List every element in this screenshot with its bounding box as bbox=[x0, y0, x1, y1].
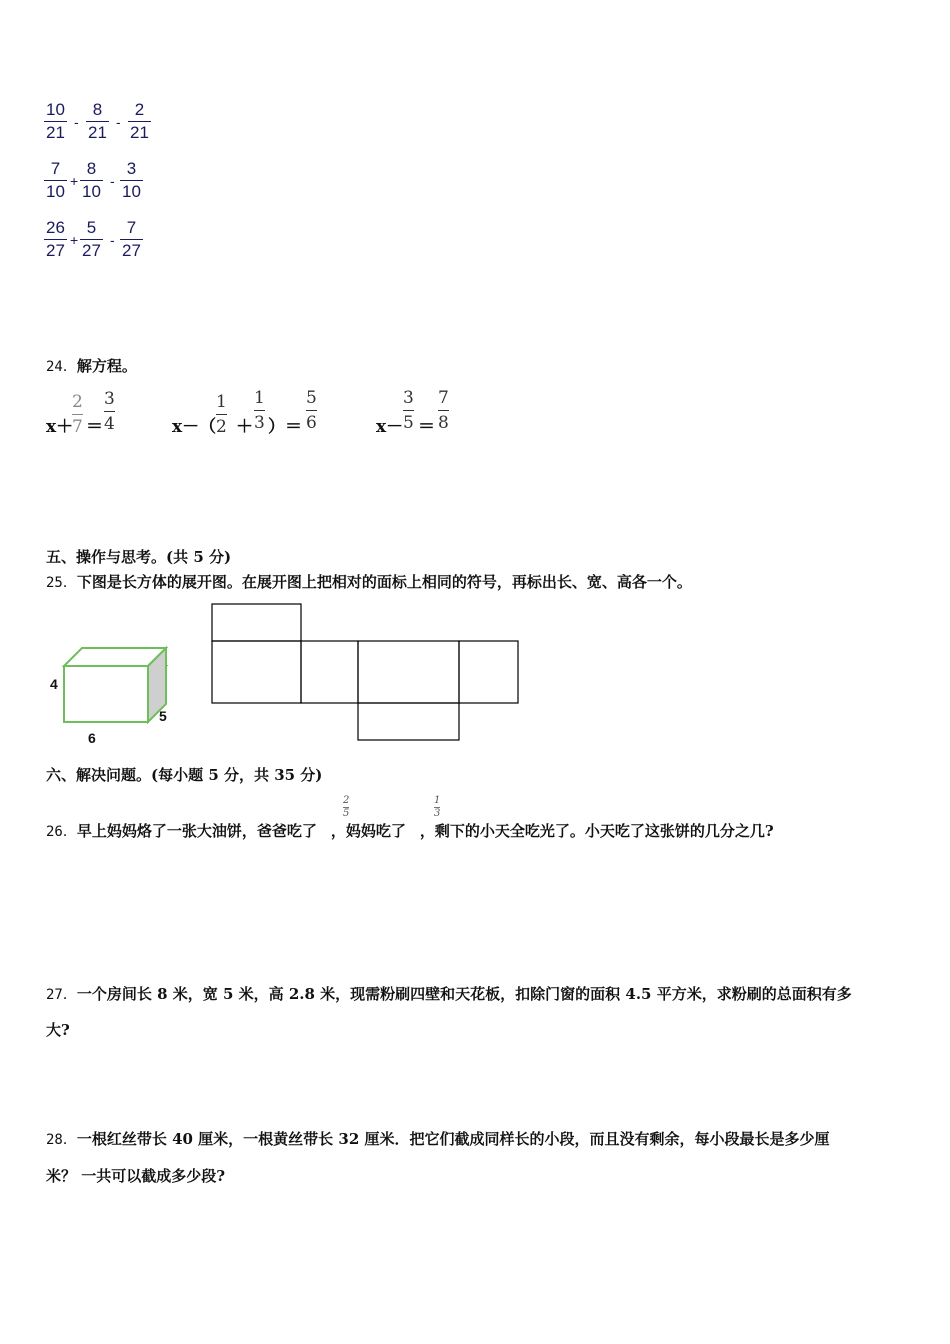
numerator: 3 bbox=[126, 159, 137, 178]
numerator: 2 bbox=[72, 392, 83, 412]
net-face-side-1 bbox=[301, 641, 358, 703]
net-face-side-2 bbox=[459, 641, 518, 703]
section-5-heading: 五、操作与思考。(共 5 分) bbox=[46, 548, 232, 566]
denominator: 6 bbox=[306, 413, 317, 433]
cuboid-length-label: 6 bbox=[88, 730, 96, 746]
fraction-bar bbox=[306, 410, 317, 411]
numerator: 3 bbox=[403, 388, 414, 408]
fraction bbox=[80, 160, 103, 201]
fraction-bar bbox=[438, 410, 449, 411]
fraction-bar bbox=[254, 410, 265, 411]
question-body: 下图是长方体的展开图。在展开图上把相对的面标上相同的符号，再标出长、宽、高各一个。 bbox=[76, 573, 692, 591]
fraction-bar bbox=[120, 180, 143, 181]
question-25-text bbox=[46, 571, 692, 592]
question-24-heading bbox=[46, 355, 137, 376]
fraction bbox=[86, 101, 109, 142]
question-title: 解方程。 bbox=[76, 357, 137, 375]
fraction-bar bbox=[44, 121, 67, 122]
denominator: 21 bbox=[88, 123, 107, 142]
denominator: 21 bbox=[130, 123, 149, 142]
numerator: 10 bbox=[46, 100, 65, 119]
denominator: 10 bbox=[122, 182, 141, 201]
fraction bbox=[120, 160, 143, 201]
fraction-bar bbox=[44, 239, 67, 240]
numerator: 7 bbox=[126, 218, 137, 237]
fraction bbox=[44, 160, 67, 201]
fraction bbox=[438, 389, 449, 432]
numerator: 7 bbox=[438, 388, 449, 408]
question-28-line2: 米？ 一共可以截成多少段? bbox=[46, 1167, 226, 1185]
numerator: 5 bbox=[86, 218, 97, 237]
net-face-top bbox=[212, 604, 301, 641]
equation-lhs: x＋ bbox=[46, 417, 74, 437]
cuboid-width-label: 5 bbox=[159, 708, 167, 724]
question-number: 24． bbox=[46, 359, 77, 375]
cuboid-height-label: 4 bbox=[50, 676, 58, 692]
operator: + bbox=[70, 173, 79, 189]
question-number: 26． bbox=[46, 824, 77, 840]
fraction-bar bbox=[80, 239, 103, 240]
fraction bbox=[254, 389, 265, 432]
net-face-center bbox=[358, 641, 459, 703]
denominator: 5 bbox=[403, 413, 414, 433]
question-body: 一根红丝带长 40 厘米，一根黄丝带长 32 厘米．把它们截成同样长的小段，而且没有剩余，每小段最长是多少厘 bbox=[76, 1130, 830, 1148]
close-paren-equals: ）＝ bbox=[268, 417, 302, 437]
numerator: 3 bbox=[104, 389, 115, 409]
fraction bbox=[128, 101, 151, 142]
fraction bbox=[80, 219, 103, 260]
fraction-bar bbox=[86, 121, 109, 122]
equation-lhs: x－ bbox=[376, 417, 404, 437]
numerator: 1 bbox=[434, 795, 441, 806]
question-28-line1 bbox=[46, 1128, 830, 1149]
denominator: 2 bbox=[216, 417, 227, 437]
section-6-heading: 六、解决问题。(每小题 5 分，共 35 分) bbox=[46, 766, 323, 784]
net-face-bottom bbox=[358, 703, 459, 740]
numerator: 2 bbox=[343, 795, 350, 806]
fraction-bar bbox=[104, 411, 115, 412]
denominator: 21 bbox=[46, 123, 65, 142]
net-face-left bbox=[212, 641, 301, 703]
question-27-line2: 大? bbox=[46, 1021, 70, 1039]
equals-sign: ＝ bbox=[86, 417, 103, 437]
fraction-bar bbox=[72, 414, 83, 415]
denominator: 10 bbox=[46, 182, 65, 201]
cuboid-net-diagram bbox=[205, 598, 525, 746]
numerator: 2 bbox=[134, 100, 145, 119]
question-27-line1 bbox=[46, 983, 852, 1004]
equals-sign: ＝ bbox=[418, 417, 435, 437]
question-26-text bbox=[46, 820, 774, 841]
fraction-bar bbox=[128, 121, 151, 122]
equation-lhs: x－（ bbox=[172, 417, 217, 437]
operator: - bbox=[116, 114, 121, 130]
question-number: 28． bbox=[46, 1132, 77, 1148]
plus-sign: ＋ bbox=[236, 417, 253, 437]
fraction bbox=[104, 390, 115, 433]
question-body: 一个房间长 8 米，宽 5 米，高 2.8 米，现需粉刷四壁和天花板，扣除门窗的面积 4.5 平方米，求粉刷的总面积有多 bbox=[76, 985, 852, 1003]
denominator: 8 bbox=[438, 413, 449, 433]
operator: - bbox=[110, 173, 115, 189]
fraction bbox=[306, 389, 317, 432]
cuboid-front-face bbox=[64, 666, 148, 722]
denominator: 3 bbox=[434, 808, 441, 819]
fraction-bar bbox=[80, 180, 103, 181]
fraction-bar bbox=[216, 414, 227, 415]
fraction-bar bbox=[403, 410, 414, 411]
denominator: 3 bbox=[254, 413, 265, 433]
fraction bbox=[120, 219, 143, 260]
numerator: 5 bbox=[306, 388, 317, 408]
question-body-part1: 早上妈妈烙了一张大油饼，爸爸吃了 bbox=[76, 822, 317, 840]
numerator: 7 bbox=[50, 159, 61, 178]
denominator: 27 bbox=[82, 241, 101, 260]
denominator: 27 bbox=[122, 241, 141, 260]
fraction bbox=[44, 101, 67, 142]
fraction-bar bbox=[120, 239, 143, 240]
fraction-superscript bbox=[434, 796, 440, 819]
question-number: 25． bbox=[46, 575, 77, 591]
numerator: 26 bbox=[46, 218, 65, 237]
fraction-superscript bbox=[343, 796, 349, 819]
numerator: 8 bbox=[92, 100, 103, 119]
operator: + bbox=[70, 232, 79, 248]
numerator: 8 bbox=[86, 159, 97, 178]
question-body-part2: ，妈妈吃了 bbox=[330, 822, 406, 840]
operator: - bbox=[74, 114, 79, 130]
fraction bbox=[216, 393, 227, 436]
cuboid-illustration bbox=[40, 640, 180, 750]
fraction bbox=[44, 219, 67, 260]
fraction bbox=[403, 389, 414, 432]
denominator: 27 bbox=[46, 241, 65, 260]
operator: - bbox=[110, 232, 115, 248]
denominator: 4 bbox=[104, 414, 115, 434]
question-number: 27． bbox=[46, 987, 77, 1003]
fraction-bar bbox=[44, 180, 67, 181]
question-body-part3: ，剩下的小天全吃光了。小天吃了这张饼的几分之几? bbox=[419, 822, 774, 840]
denominator: 7 bbox=[72, 417, 83, 437]
denominator: 10 bbox=[82, 182, 101, 201]
denominator: 5 bbox=[343, 808, 350, 819]
fraction bbox=[72, 393, 83, 436]
numerator: 1 bbox=[254, 388, 265, 408]
numerator: 1 bbox=[216, 392, 227, 412]
